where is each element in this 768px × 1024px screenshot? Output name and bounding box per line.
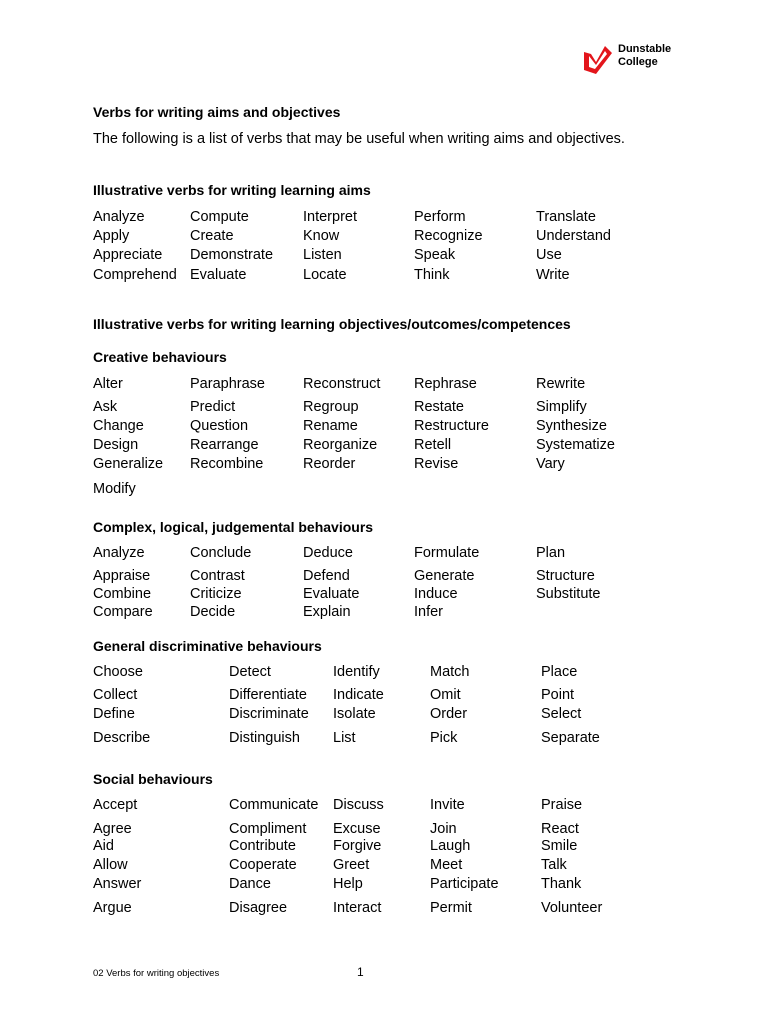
- verb-aims: Listen: [303, 247, 342, 263]
- verb-complex: Substitute: [536, 586, 601, 602]
- verb-discriminative: Match: [430, 664, 470, 680]
- verb-creative: Rearrange: [190, 437, 259, 453]
- verb-creative: Ask: [93, 399, 118, 415]
- verb-social: Join: [430, 821, 457, 837]
- verb-discriminative: Discriminate: [229, 706, 309, 722]
- verb-aims: Analyze: [93, 209, 145, 225]
- verb-aims: Know: [303, 228, 340, 244]
- verb-social: Help: [333, 876, 363, 892]
- verb-social: Smile: [541, 838, 578, 854]
- verb-aims: Recognize: [414, 228, 483, 244]
- verb-aims: Compute: [190, 209, 249, 225]
- verb-discriminative: Order: [430, 706, 468, 722]
- verb-discriminative: Select: [541, 706, 582, 722]
- verb-complex: Structure: [536, 568, 595, 584]
- verb-aims: Create: [190, 228, 234, 244]
- verb-complex: Explain: [303, 604, 351, 620]
- verb-discriminative: Identify: [333, 664, 380, 680]
- verb-aims: Write: [536, 267, 570, 283]
- verb-discriminative: Omit: [430, 687, 461, 703]
- verb-creative: Reorder: [303, 456, 356, 472]
- verb-discriminative: Point: [541, 687, 575, 703]
- verb-complex: Compare: [93, 604, 153, 620]
- verb-social: Communicate: [229, 797, 319, 813]
- verb-aims: Appreciate: [93, 247, 163, 263]
- verb-social: Interact: [333, 900, 382, 916]
- verb-social: Disagree: [229, 900, 288, 916]
- verb-complex: Conclude: [190, 545, 252, 561]
- verb-aims: Speak: [414, 247, 456, 263]
- verb-discriminative: List: [333, 730, 356, 746]
- verb-complex: Deduce: [303, 545, 353, 561]
- verb-discriminative: Indicate: [333, 687, 384, 703]
- verb-creative: Design: [93, 437, 139, 453]
- verb-complex: Analyze: [93, 545, 145, 561]
- verb-social: Discuss: [333, 797, 384, 813]
- page-title: Verbs for writing aims and objectives: [93, 104, 341, 120]
- verb-complex: Evaluate: [303, 586, 360, 602]
- verb-social: Volunteer: [541, 900, 603, 916]
- verb-social: Answer: [93, 876, 142, 892]
- verb-complex: Decide: [190, 604, 236, 620]
- verb-discriminative: Separate: [541, 730, 600, 746]
- verb-creative: Predict: [190, 399, 236, 415]
- verb-discriminative: Differentiate: [229, 687, 307, 703]
- verb-complex: Contrast: [190, 568, 245, 584]
- verb-creative: Restate: [414, 399, 464, 415]
- section-heading-complex: Complex, logical, judgemental behaviours: [93, 519, 374, 535]
- verb-social: Contribute: [229, 838, 296, 854]
- verb-creative: Rephrase: [414, 376, 477, 392]
- verb-creative: Regroup: [303, 399, 359, 415]
- section-heading-objectives: Illustrative verbs for writing learning objectives/outcomes/competences: [93, 316, 571, 332]
- verb-discriminative: Choose: [93, 664, 143, 680]
- verb-creative: Modify: [93, 481, 136, 497]
- verb-social: Dance: [229, 876, 271, 892]
- verb-creative: Restructure: [414, 418, 489, 434]
- verb-creative: Alter: [93, 376, 123, 392]
- verb-creative: Simplify: [536, 399, 587, 415]
- verb-creative: Change: [93, 418, 144, 434]
- verb-aims: Perform: [414, 209, 466, 225]
- verb-discriminative: Isolate: [333, 706, 376, 722]
- verb-social: Invite: [430, 797, 465, 813]
- verb-complex: Appraise: [93, 568, 151, 584]
- verb-discriminative: Describe: [93, 730, 151, 746]
- verb-social: Allow: [93, 857, 128, 873]
- verb-discriminative: Distinguish: [229, 730, 300, 746]
- verb-aims: Apply: [93, 228, 130, 244]
- verb-aims: Evaluate: [190, 267, 247, 283]
- verb-creative: Generalize: [93, 456, 164, 472]
- verb-creative: Retell: [414, 437, 452, 453]
- verb-creative: Systematize: [536, 437, 615, 453]
- verb-creative: Synthesize: [536, 418, 607, 434]
- verb-social: Cooperate: [229, 857, 297, 873]
- verb-creative: Recombine: [190, 456, 264, 472]
- verb-creative: Rename: [303, 418, 358, 434]
- verb-social: Aid: [93, 838, 114, 854]
- intro-text: The following is a list of verbs that may be useful when writing aims and objectives.: [93, 131, 625, 147]
- footer-doc-name: 02 Verbs for writing objectives: [93, 968, 220, 979]
- verb-complex: Infer: [414, 604, 444, 620]
- verb-creative: Reconstruct: [303, 376, 381, 392]
- verb-social: Argue: [93, 900, 132, 916]
- verb-creative: Vary: [536, 456, 565, 472]
- footer-page-number: 1: [357, 965, 364, 979]
- verb-creative: Reorganize: [303, 437, 378, 453]
- verb-aims: Understand: [536, 228, 611, 244]
- verb-social: Laugh: [430, 838, 471, 854]
- verb-social: Participate: [430, 876, 499, 892]
- verb-aims: Comprehend: [93, 267, 177, 283]
- verb-aims: Think: [414, 267, 450, 283]
- verb-aims: Locate: [303, 267, 347, 283]
- logo-line-1: Dunstable: [618, 43, 672, 55]
- verb-social: Greet: [333, 857, 370, 873]
- verb-social: Excuse: [333, 821, 381, 837]
- verb-social: Compliment: [229, 821, 307, 837]
- verb-discriminative: Collect: [93, 687, 138, 703]
- verb-social: Thank: [541, 876, 582, 892]
- verb-discriminative: Detect: [229, 664, 271, 680]
- verb-social: Meet: [430, 857, 463, 873]
- verb-complex: Criticize: [190, 586, 242, 602]
- verb-discriminative: Place: [541, 664, 578, 680]
- verb-discriminative: Define: [93, 706, 135, 722]
- verb-aims: Use: [536, 247, 562, 263]
- verb-complex: Plan: [536, 545, 566, 561]
- verb-complex: Formulate: [414, 545, 480, 561]
- verb-aims: Demonstrate: [190, 247, 274, 263]
- verb-social: Permit: [430, 900, 472, 916]
- logo-text: [618, 43, 671, 69]
- section-heading-social: Social behaviours: [93, 771, 213, 787]
- verb-complex: Combine: [93, 586, 152, 602]
- college-logo: [581, 43, 701, 75]
- logo-line-2: College: [618, 56, 658, 68]
- verb-social: Talk: [541, 857, 567, 873]
- verb-social: Agree: [93, 821, 132, 837]
- verb-creative: Paraphrase: [190, 376, 265, 392]
- verb-creative: Rewrite: [536, 376, 586, 392]
- logo-mark-icon: [581, 43, 615, 75]
- verb-discriminative: Pick: [430, 730, 458, 746]
- verb-complex: Defend: [303, 568, 350, 584]
- verb-social: Accept: [93, 797, 138, 813]
- section-heading-discriminative: General discriminative behaviours: [93, 638, 322, 654]
- verb-creative: Revise: [414, 456, 459, 472]
- verb-complex: Induce: [414, 586, 458, 602]
- verb-complex: Generate: [414, 568, 475, 584]
- section-heading-aims: Illustrative verbs for writing learning aims: [93, 182, 371, 198]
- verb-aims: Interpret: [303, 209, 357, 225]
- verb-aims: Translate: [536, 209, 596, 225]
- verb-social: Praise: [541, 797, 583, 813]
- section-heading-creative: Creative behaviours: [93, 349, 227, 365]
- verb-social: Forgive: [333, 838, 382, 854]
- verb-creative: Question: [190, 418, 249, 434]
- verb-social: React: [541, 821, 579, 837]
